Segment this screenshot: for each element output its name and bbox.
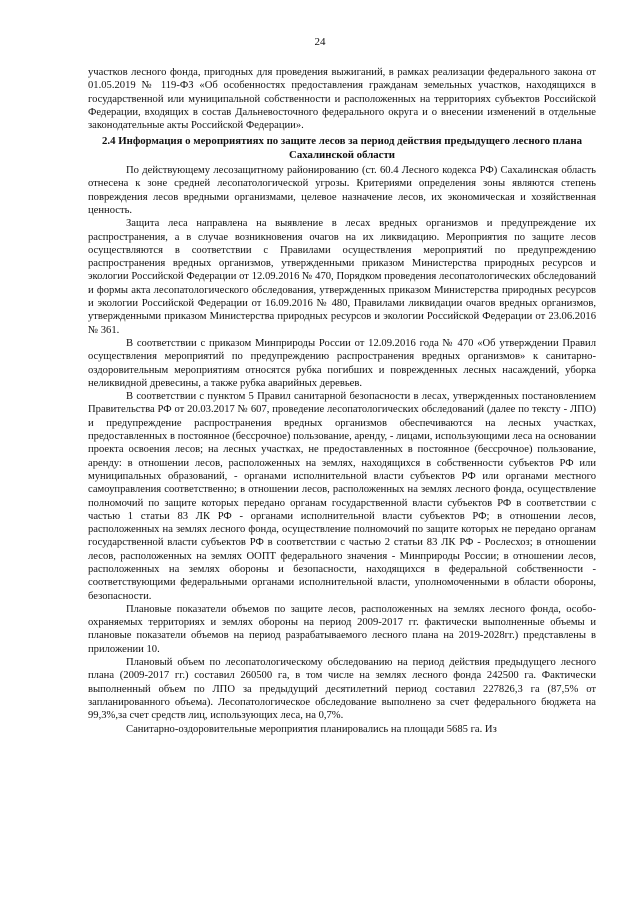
paragraph: По действующему лесозащитному районированию (ст. 60.4 Лесного кодекса РФ) Сахалинская область отнесена к зоне средней лесопатологической угрозы. Критериями определения зоны являются степень повреждения лесов вредными организмами, целевое назначение лесов, их экономическая и хозяйственная ценность. (88, 165, 596, 216)
page-number: 24 (314, 36, 326, 48)
paragraph: Защита леса направлена на выявление в лесах вредных организмов и предупреждение их распространения, а в случае возникновения очагов на их ликвидацию. Мероприятия по защите лесов осуществляются в соответствии с Правилами осуществления мероприятий по предупреждению распространения вредных организмов, утвержденными приказом Министерства природных ресурсов и экологии Российской Федерации от 12.09.2016 № 470, Порядком проведения лесопатологических обследований и формы акта лесопатологического обследования, утвержденных приказом Министерства природных ресурсов и экологии Российской Федерации от 16.09.2016 № 480, Правилами ликвидации очагов вредных организмов, утвержденными приказом Министерства природных ресурсов и экологии Российской Федерации от 23.06.2016 № 361. (88, 218, 596, 336)
paragraph: Санитарно-оздоровительные мероприятия планировались на площади 5685 га. Из (126, 723, 497, 735)
paragraph: Плановые показатели объемов по защите лесов, расположенных на землях лесного фонда, особо-охраняемых территориях и землях обороны на период 2009-2017 гг. фактически выполненные объемы и плановые показатели объемов на период разрабатываемого лесного плана на 2019-2028гг.) представлены в приложении 10. (88, 603, 596, 655)
paragraph: Плановый объем по лесопатологическому обследованию на период действия предыдущего лесного плана (2009-2017 гг.) составил 260500 га, в том числе на землях лесного фонда 242500 га. Фактически выполненный объем по ЛПО за предыдущий десятилетний период составил 227826,3 га (87,5% от запланированного объема). Лесопатологическое обследование выполнено за счет федерального бюджета на 99,3%,за счет средств лиц, использующих леса, на 0,7%. (88, 657, 596, 722)
page-body (88, 66, 596, 736)
paragraph: В соответствии с пунктом 5 Правил санитарной безопасности в лесах, утвержденных постановлением Правительства РФ от 20.03.2017 № 607, проведение лесопатологических обследований (далее по тексту - ЛПО) и предупреждение распространения вредных организмов обеспечиваются на лесных участках, предоставленных в постоянное (бессрочное) пользование, аренду, - лицами, использующими леса на основании проекта освоения лесов; на лесных участках, не предоставленных в постоянное (бессрочное) пользование, аренду: в отношении лесов, расположенных на землях, находящихся в собственности субъектов РФ или муниципальных образований, - органами исполнительной власти субъектов РФ или органами местного самоуправления соответственно; в отношении лесов, расположенных на землях лесного фонда, осуществление полномочий по защите которых передано органам государственной власти субъектов РФ в соответствии с частью 1 статьи 83 ЛК РФ - органами исполнительной власти субъектов РФ; в отношении лесов, расположенных на землях лесного фонда, осуществление полномочий по защите которых не передано органам государственной власти субъектов РФ в соответствии с частью 2 статьи 83 ЛК РФ - Рослесхоз; в отношении лесов, расположенных на землях ООПТ федерального значения - Минприроды России; в отношении лесов, расположенных на землях обороны и безопасности, находящихся в федеральной собственности - соответствующими федеральными органами исполнительной власти, уполномоченными в области обороны, безопасности. (88, 391, 596, 602)
section-heading: 2.4 Информация о мероприятиях по защите лесов за период действия предыдущего лесного плана Сахалинской области (102, 135, 582, 161)
paragraph: В соответствии с приказом Минприроды России от 12.09.2016 года № 470 «Об утверждении Правил осуществления мероприятий по предупреждению распространения вредных организмов» к санитарно-оздоровительным мероприятиям относятся рубка погибших и поврежденных лесных насаждений, уборка неликвидной древесины, а также рубка аварийных деревьев. (88, 337, 596, 389)
paragraph-continued: участков лесного фонда, пригодных для проведения выжиганий, в рамках реализации федерального закона от 01.05.2019 № 119-ФЗ «Об особенностях предоставления гражданам земельных участков, находящихся в государственной или муниципальной собственности и расположенных на территориях субъектов Российской Федерации, входящих в состав Дальневосточного федерального округа и о внесении изменений в отдельные законодательные акты Российской Федерации». (88, 67, 596, 132)
